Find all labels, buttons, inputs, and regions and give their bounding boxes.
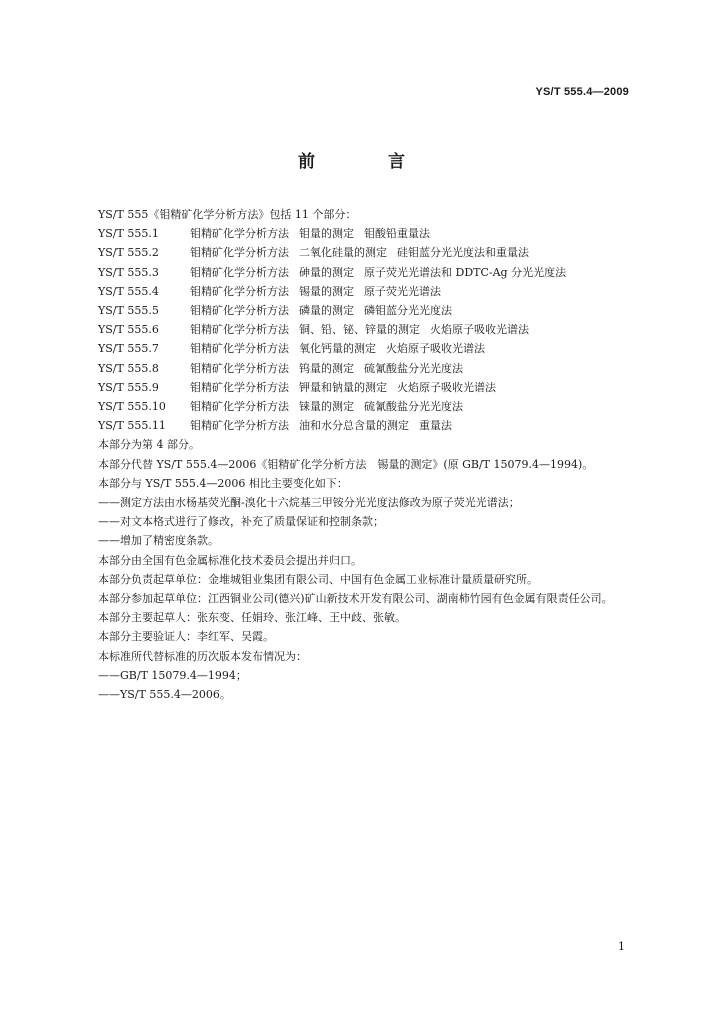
part-code: YS/T 555.7 — [98, 342, 159, 356]
part-item: 钨量的测定 — [299, 361, 354, 375]
part-code: YS/T 555.2 — [98, 246, 159, 260]
part-method: 火焰原子吸收光谱法 — [386, 342, 485, 356]
part-code: YS/T 555.4 — [98, 284, 159, 298]
part-row — [75, 416, 635, 435]
part-method: 原子荧光光谱法 — [364, 284, 441, 298]
part-item: 砷量的测定 — [299, 265, 354, 279]
part-series: 钼精矿化学分析方法 — [190, 227, 289, 241]
part-series: 钼精矿化学分析方法 — [190, 380, 289, 394]
part-series: 钼精矿化学分析方法 — [190, 419, 289, 433]
part-code: YS/T 555.9 — [98, 380, 159, 394]
paragraph: 本部分代替 YS/T 555.4—2006《钼精矿化学分析方法 锡量的测定》(原 GB/T 15079.4—1994)。 — [98, 457, 594, 471]
part-code: YS/T 555.10 — [98, 400, 166, 414]
page-title: 前 言 — [298, 152, 433, 172]
history-item: ——YS/T 555.4—2006。 — [98, 688, 231, 702]
paragraph: 本部分参加起草单位：江西铜业公司(德兴)矿山新技术开发有限公司、湖南柿竹园有色金属有限责任公司。 — [98, 592, 613, 606]
part-method: 磷钼蓝分光光度法 — [364, 304, 452, 318]
paragraph: 本标准所代替标准的历次版本发布情况为： — [98, 649, 307, 663]
change-item: ——测定方法由水杨基荧光酮-溴化十六烷基三甲铵分光光度法修改为原子荧光光谱法； — [98, 496, 520, 510]
paragraph: 本部分主要验证人：李红军、吴霞。 — [98, 630, 274, 644]
part-code: YS/T 555.1 — [98, 227, 159, 241]
part-item: 油和水分总含量的测定 — [299, 419, 409, 433]
part-row — [75, 263, 635, 282]
history-item: ——GB/T 15079.4—1994； — [98, 668, 247, 682]
part-series: 钼精矿化学分析方法 — [190, 284, 289, 298]
standard-number: YS/T 555.4—2009 — [535, 86, 629, 98]
part-code: YS/T 555.6 — [98, 323, 159, 337]
part-method: 硫氰酸盐分光光度法 — [364, 361, 463, 375]
part-row — [75, 320, 635, 339]
part-method: 硫氰酸盐分光光度法 — [364, 400, 463, 414]
part-method: 硅钼蓝分光光度法和重量法 — [397, 246, 529, 260]
part-row — [75, 243, 635, 262]
paragraph: 本部分与 YS/T 555.4—2006 相比主要变化如下： — [98, 476, 348, 490]
foreword-body — [75, 205, 635, 704]
part-series: 钼精矿化学分析方法 — [190, 361, 289, 375]
intro-line: YS/T 555《钼精矿化学分析方法》包括 11 个部分： — [98, 208, 357, 221]
change-item: ——对文本格式进行了修改，补充了质量保证和控制条款； — [98, 515, 384, 529]
part-series: 钼精矿化学分析方法 — [190, 342, 289, 356]
part-item: 铜、铅、铋、锌量的测定 — [299, 323, 420, 337]
page-number: 1 — [618, 940, 625, 953]
change-item: ——增加了精密度条款。 — [98, 534, 219, 548]
part-item: 钼量的测定 — [299, 227, 354, 241]
part-code: YS/T 555.11 — [98, 419, 166, 433]
part-row — [75, 339, 635, 358]
part-row — [75, 282, 635, 301]
part-row — [75, 378, 635, 397]
part-row — [75, 359, 635, 378]
paragraph: 本部分主要起草人：张东变、任娟玲、张江峰、王中歧、张敏。 — [98, 611, 406, 625]
part-row — [75, 397, 635, 416]
part-method: 火焰原子吸收光谱法 — [430, 323, 529, 337]
part-method: 重量法 — [419, 419, 452, 433]
part-code: YS/T 555.3 — [98, 265, 159, 279]
part-series: 钼精矿化学分析方法 — [190, 265, 289, 279]
part-method: 钼酸铅重量法 — [364, 227, 430, 241]
part-series: 钼精矿化学分析方法 — [190, 323, 289, 337]
part-method: 火焰原子吸收光谱法 — [397, 380, 496, 394]
parts-list — [75, 224, 635, 435]
part-item: 氧化钙量的测定 — [299, 342, 376, 356]
part-series: 钼精矿化学分析方法 — [190, 400, 289, 414]
part-series: 钼精矿化学分析方法 — [190, 246, 289, 260]
part-code: YS/T 555.5 — [98, 304, 159, 318]
paragraph: 本部分为第 4 部分。 — [98, 438, 200, 452]
paragraph: 本部分负责起草单位：金堆城钼业集团有限公司、中国有色金属工业标准计量质量研究所。 — [98, 572, 538, 586]
part-code: YS/T 555.8 — [98, 361, 159, 375]
part-series: 钼精矿化学分析方法 — [190, 304, 289, 318]
part-item: 锡量的测定 — [299, 284, 354, 298]
part-method: 原子荧光光谱法和 DDTC-Ag 分光光度法 — [364, 265, 567, 279]
paragraph: 本部分由全国有色金属标准化技术委员会提出并归口。 — [98, 553, 362, 567]
part-item: 二氧化硅量的测定 — [299, 246, 387, 260]
part-row — [75, 224, 635, 243]
part-row — [75, 301, 635, 320]
part-item: 铼量的测定 — [299, 400, 354, 414]
part-item: 磷量的测定 — [299, 304, 354, 318]
part-item: 钾量和钠量的测定 — [299, 380, 387, 394]
